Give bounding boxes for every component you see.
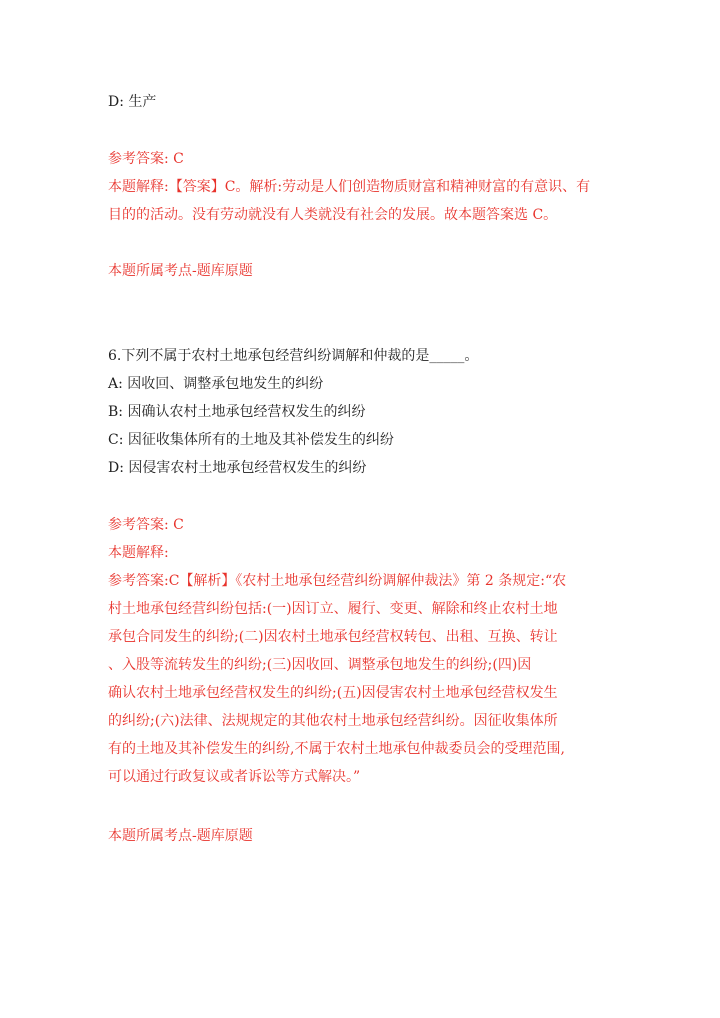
option-b: B: 因确认农村土地承包经营权发生的纠纷 (108, 404, 366, 420)
explanation-line: 、入股等流转发生的纠纷;(三)因收回、调整承包地发生的纠纷;(四)因 (108, 657, 532, 673)
prev-explanation-line: 本题解释:【答案】C。解析:劳动是人们创造物质财富和精神财富的有意识、有 (108, 179, 591, 195)
prev-source: 本题所属考点-题库原题 (108, 263, 253, 279)
question-stem: 6.下列不属于农村土地承包经营纠纷调解和仲裁的是_____。 (108, 348, 479, 364)
explanation-line: 的纠纷;(六)法律、法规规定的其他农村土地承包经营纠纷。因征收集体所 (108, 713, 558, 729)
prev-option-d: D: 生产 (108, 94, 157, 110)
prev-explanation-line: 目的的活动。没有劳动就没有人类就没有社会的发展。故本题答案选 C。 (108, 207, 558, 223)
explanation-label: 本题解释: (108, 545, 169, 561)
explanation-line: 村土地承包经营纠纷包括:(一)因订立、履行、变更、解除和终止农村土地 (108, 601, 558, 617)
option-c: C: 因征收集体所有的土地及其补偿发生的纠纷 (108, 432, 394, 448)
explanation-line: 有的土地及其补偿发生的纠纷,不属于农村土地承包仲裁委员会的受理范围, (108, 741, 565, 757)
option-d: D: 因侵害农村土地承包经营权发生的纠纷 (108, 460, 367, 476)
explanation-line: 可以通过行政复议或者诉讼等方式解决。” (108, 769, 361, 785)
explanation-line: 承包合同发生的纠纷;(二)因农村土地承包经营权转包、出租、互换、转让 (108, 629, 558, 645)
source: 本题所属考点-题库原题 (108, 828, 253, 844)
explanation-line: 确认农村土地承包经营权发生的纠纷;(五)因侵害农村土地承包经营权发生 (108, 685, 558, 701)
prev-answer: 参考答案: C (108, 151, 184, 167)
option-a: A: 因收回、调整承包地发生的纠纷 (108, 376, 324, 392)
explanation-line: 参考答案:C【解析】《农村土地承包经营纠纷调解仲裁法》第 2 条规定:“农 (108, 573, 567, 589)
answer: 参考答案: C (108, 517, 184, 533)
